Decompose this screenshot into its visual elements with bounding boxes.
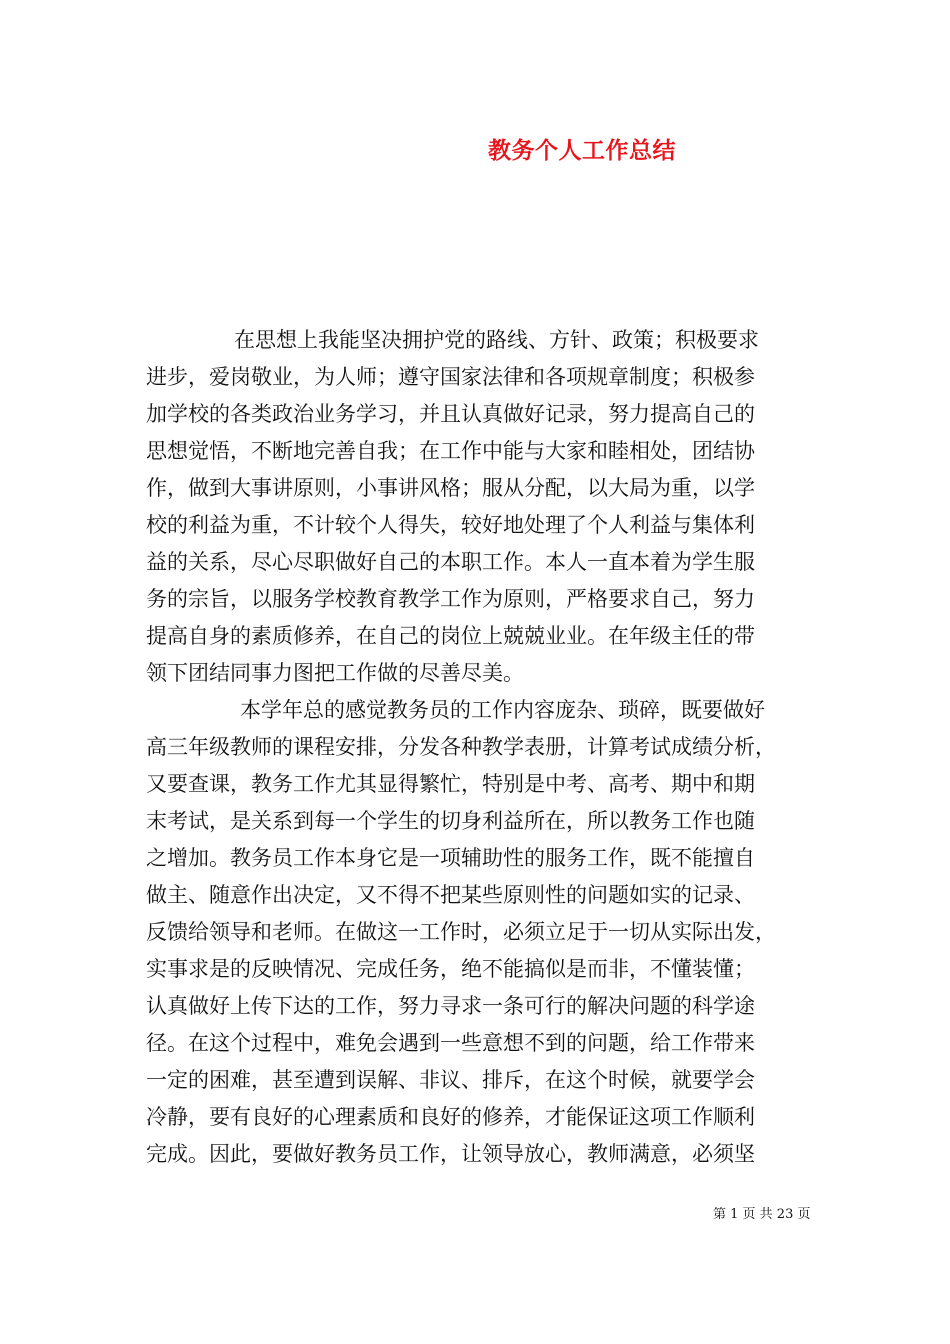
text-line: 高三年级教师的课程安排，分发各种教学表册，计算考试成绩分析， <box>146 735 776 759</box>
text-line: 务的宗旨，以服务学校教育教学工作为原则，严格要求自己，努力 <box>146 587 755 611</box>
text-line: 进步，爱岗敬业，为人师；遵守国家法律和各项规章制度；积极参 <box>146 365 755 389</box>
text-line: 加学校的各类政治业务学习，并且认真做好记录，努力提高自己的 <box>146 402 755 426</box>
text-line: 之增加。教务员工作本身它是一项辅助性的服务工作，既不能擅自 <box>146 846 755 870</box>
text-line: 校的利益为重，不计较个人得失，较好地处理了个人利益与集体利 <box>146 513 755 537</box>
text-line: 本学年总的感觉教务员的工作内容庞杂、琐碎，既要做好 <box>240 698 765 722</box>
text-line: 反馈给领导和老师。在做这一工作时，必须立足于一切从实际出发， <box>146 920 776 944</box>
text-line: 认真做好上传下达的工作，努力寻求一条可行的解决问题的科学途 <box>146 994 755 1018</box>
text-line: 径。在这个过程中，难免会遇到一些意想不到的问题，给工作带来 <box>146 1031 755 1055</box>
text-line: 作，做到大事讲原则，小事讲风格；服从分配，以大局为重，以学 <box>146 476 755 500</box>
text-line: 提高自身的素质修养，在自己的岗位上兢兢业业。在年级主任的带 <box>146 624 755 648</box>
document-body <box>146 322 810 1173</box>
text-line: 又要查课，教务工作尤其显得繁忙，特别是中考、高考、期中和期 <box>146 772 755 796</box>
text-line: 思想觉悟，不断地完善自我；在工作中能与大家和睦相处，团结协 <box>146 439 755 463</box>
text-line: 冷静，要有良好的心理素质和良好的修养，才能保证这项工作顺利 <box>146 1105 755 1129</box>
paragraph-1 <box>146 322 810 692</box>
document-title: 教务个人工作总结 <box>488 137 676 164</box>
text-line: 益的关系，尽心尽职做好自己的本职工作。本人一直本着为学生服 <box>146 550 755 574</box>
text-line: 做主、随意作出决定，又不得不把某些原则性的问题如实的记录、 <box>146 883 755 907</box>
text-line: 一定的困难，甚至遭到误解、非议、排斥，在这个时候，就要学会 <box>146 1068 755 1092</box>
text-line: 领下团结同事力图把工作做的尽善尽美。 <box>146 661 524 685</box>
text-line: 完成。因此，要做好教务员工作，让领导放心，教师满意，必须坚 <box>146 1142 755 1166</box>
text-line: 末考试，是关系到每一个学生的切身利益所在，所以教务工作也随 <box>146 809 755 833</box>
paragraph-2 <box>146 692 810 1173</box>
text-line: 在思想上我能坚决拥护党的路线、方针、政策；积极要求 <box>234 328 759 352</box>
page-footer: 第 1 页 共 23 页 <box>713 1207 811 1222</box>
text-line: 实事求是的反映情况、完成任务，绝不能搞似是而非，不懂装懂； <box>146 957 755 981</box>
